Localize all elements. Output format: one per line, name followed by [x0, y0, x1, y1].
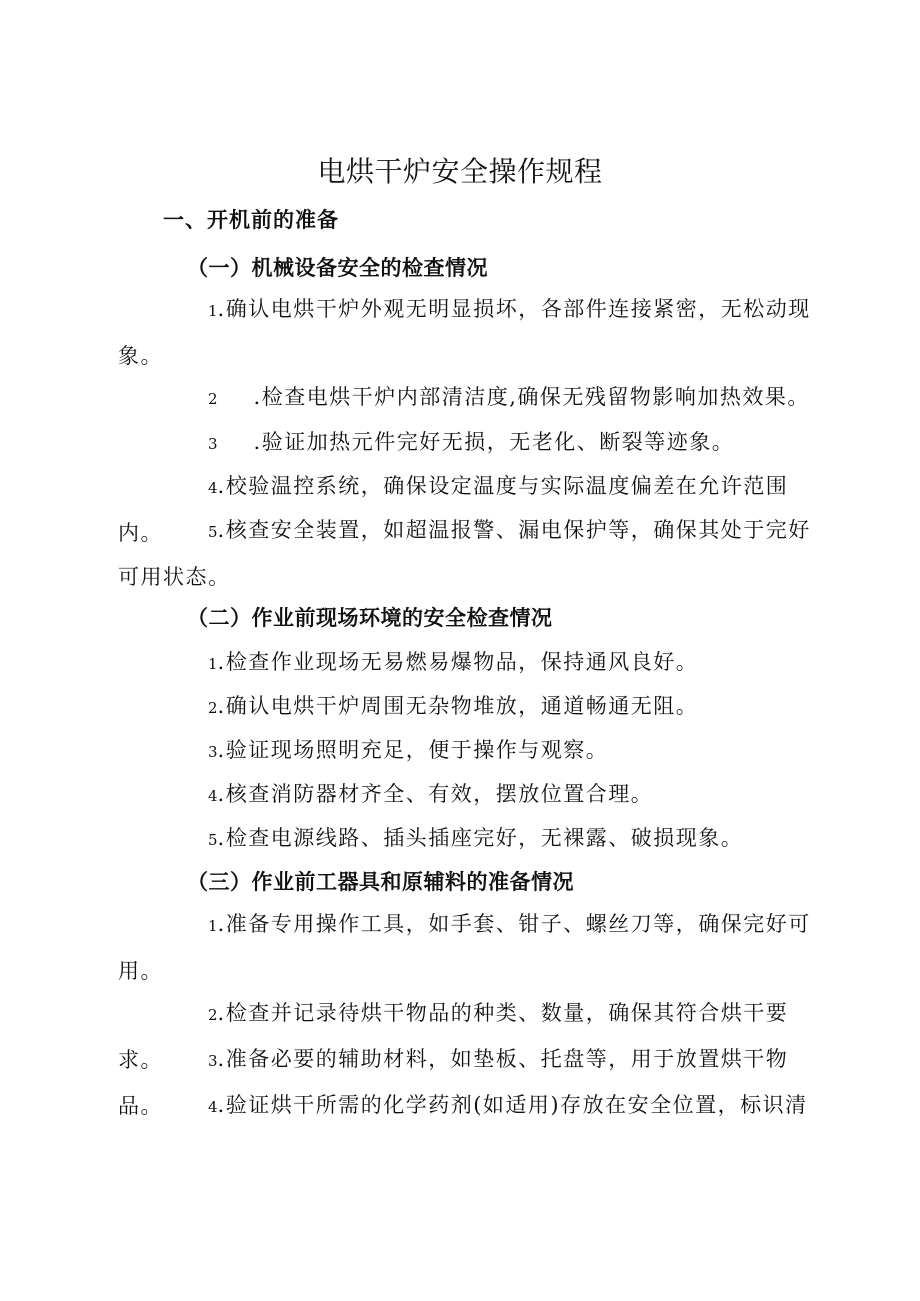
item-number: 4 — [208, 787, 218, 805]
item-number: 2 — [208, 1006, 218, 1024]
list-item — [118, 375, 818, 422]
item-text: .检查电烘干炉内部清洁度,确保无残留物影响加热效果。 — [253, 385, 810, 409]
subsection-heading-1: （一）机械设备安全的检查情况 — [187, 256, 488, 280]
subsection-heading-3: （三）作业前工器具和原辅料的准备情况 — [187, 870, 574, 894]
item-text: .检查作业现场无易燃易爆物品，保持通风良好。 — [217, 650, 699, 674]
section-heading-1: 一、开机前的准备 — [163, 208, 339, 232]
list-item — [118, 420, 818, 467]
item-number: 3 — [208, 435, 218, 453]
item-number: 2 — [208, 699, 218, 717]
item-number: 5 — [208, 523, 218, 541]
item-number: 4 — [208, 1098, 218, 1116]
item-number: 1 — [208, 917, 218, 935]
item-text: .准备必要的辅助材料，如垫板、托盘等，用于放置烘干物品。 — [118, 1047, 789, 1118]
item-text: .核查安全装置，如超温报警、漏电保护等，确保其处于完好可用状态。 — [118, 518, 811, 589]
item-number: 2 — [208, 390, 218, 408]
list-item — [118, 772, 818, 819]
item-number: 3 — [208, 743, 218, 761]
list-item — [118, 684, 818, 731]
list-item — [118, 902, 818, 994]
list-item — [118, 508, 818, 600]
item-text: .检查电源线路、插头插座完好，无裸露、破损现象。 — [217, 826, 744, 850]
list-item — [118, 640, 818, 687]
list-item — [118, 816, 818, 863]
list-item — [118, 1083, 818, 1130]
item-number: 1 — [208, 302, 218, 320]
item-text: .检查并记录待烘干物品的种类、数量，确保其符合烘干要求。 — [118, 1001, 789, 1072]
item-text: .校验温控系统，确保设定温度与实际温度偏差在允许范围内。 — [118, 474, 789, 545]
item-text: .准备专用操作工具，如手套、钳子、螺丝刀等，确保完好可用。 — [118, 912, 811, 983]
item-number: 4 — [208, 479, 218, 497]
item-number: 1 — [208, 655, 218, 673]
subsection-heading-2: （二）作业前现场环境的安全检查情况 — [187, 606, 553, 630]
list-item — [118, 287, 818, 379]
item-text: .验证加热元件完好无损，无老化、断裂等迹象。 — [253, 430, 735, 454]
item-number: 5 — [208, 831, 218, 849]
item-text: .确认电烘干炉外观无明显损坏，各部件连接紧密，无松动现象。 — [118, 297, 811, 368]
document-title: 电烘干炉安全操作规程 — [317, 155, 603, 188]
item-number: 3 — [208, 1052, 218, 1070]
item-text: .确认电烘干炉周围无杂物堆放，通道畅通无阻。 — [217, 694, 699, 718]
item-text: .验证现场照明充足，便于操作与观察。 — [217, 738, 609, 762]
list-item — [118, 728, 818, 775]
item-text: .验证烘干所需的化学药剂(如适用)存放在安全位置，标识清 — [217, 1093, 808, 1117]
item-text: .核查消防器材齐全、有效，摆放位置合理。 — [217, 782, 654, 806]
